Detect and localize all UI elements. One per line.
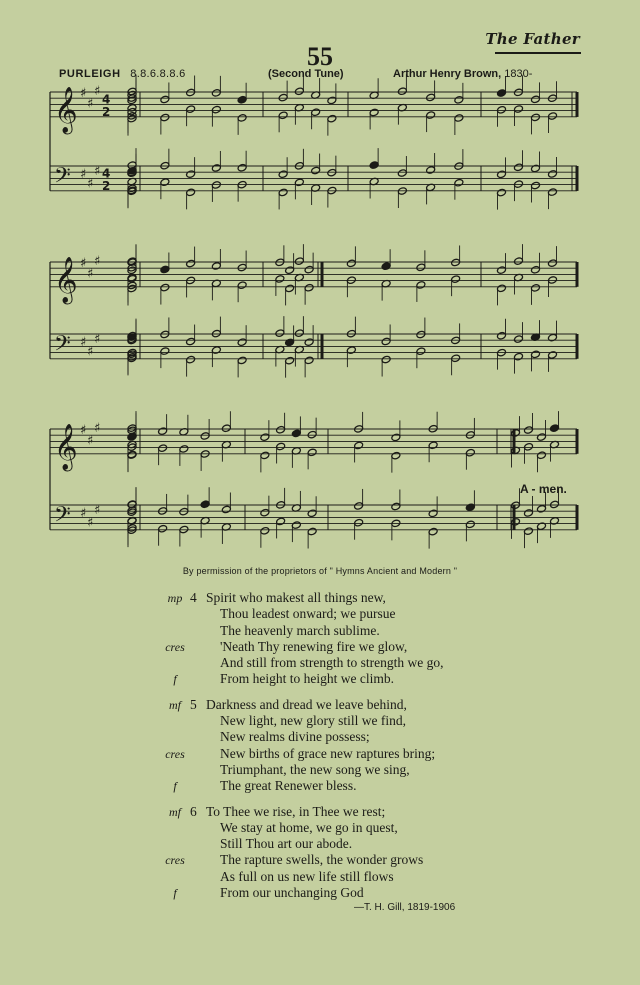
bass-note (221, 505, 231, 514)
stanza-6 (0, 804, 640, 902)
treble-note (276, 426, 286, 435)
bass-note (531, 350, 541, 359)
bass-note (548, 188, 558, 197)
dynamic-marking: cres (165, 746, 185, 761)
treble-note (416, 263, 426, 272)
time-signature: 4 (102, 92, 111, 107)
verse-text: From our unchanging God (220, 885, 364, 901)
treble-note (451, 258, 461, 267)
stanza-4 (0, 590, 640, 688)
bass-note (160, 178, 170, 187)
verse-text: New realms divine possess; (220, 729, 370, 745)
bass-note (311, 166, 321, 175)
treble-note (531, 113, 541, 122)
treble-note (497, 89, 507, 98)
bass-note (278, 188, 288, 197)
verse-line (0, 606, 640, 622)
bass-note (294, 329, 304, 338)
verse-text: As full on us new life still flows (220, 868, 394, 884)
bass-note (260, 527, 270, 536)
bass-note (514, 163, 524, 172)
verse-text: Darkness and dread we leave behind, (206, 696, 407, 712)
treble-note (524, 426, 534, 435)
bass-note (524, 527, 534, 536)
bass-note (537, 505, 547, 514)
tune-note: (Second Tune) (268, 68, 344, 80)
bass-clef: 𝄢 (54, 331, 71, 362)
treble-note (127, 450, 137, 459)
dynamic-marking: mf (169, 804, 181, 819)
stanza-number: 4 (190, 590, 197, 605)
verse-text: Still Thou art our abode. (220, 836, 353, 852)
bass-note (278, 170, 288, 179)
treble-note (451, 275, 461, 284)
treble-note (537, 433, 547, 442)
bass-note (294, 178, 304, 187)
treble-note (454, 114, 464, 123)
verse-line (0, 639, 640, 655)
bass-note (307, 509, 317, 518)
bass-note (327, 168, 337, 177)
treble-note (237, 114, 247, 123)
bass-note (454, 178, 464, 187)
treble-note (160, 113, 170, 122)
bass-note (548, 351, 558, 360)
bass-note (428, 527, 438, 536)
composer-year: 1830- (504, 68, 533, 80)
stanza-number: 5 (190, 696, 197, 712)
dynamic-marking: mp (167, 591, 183, 605)
treble-note (294, 257, 304, 266)
treble-note (550, 424, 560, 433)
bass-note (211, 346, 221, 355)
bass-note (291, 521, 301, 530)
treble-note (221, 424, 231, 433)
sharp-sign: ♯ (80, 167, 87, 183)
verse-text: The rapture swells, the wonder grows (220, 852, 424, 868)
bass-note (416, 330, 426, 339)
treble-note (354, 441, 364, 450)
sharp-sign: ♯ (80, 256, 87, 271)
treble-note (381, 262, 391, 271)
treble-note (454, 96, 464, 105)
bass-note (514, 335, 524, 344)
treble-note (391, 451, 401, 460)
bass-note (451, 354, 461, 363)
treble-note (497, 266, 507, 275)
composer-name: Arthur Henry Brown, (393, 68, 502, 80)
verse-text: The heavenly march sublime. (220, 622, 380, 638)
amen-lyric: A - men. (520, 482, 567, 496)
treble-note (304, 283, 314, 292)
bass-note (304, 356, 314, 365)
verse-line (0, 885, 640, 901)
treble-note (548, 276, 558, 285)
sharp-sign: ♯ (87, 344, 94, 360)
verse-line (0, 623, 640, 639)
treble-note (276, 442, 286, 451)
bass-note (416, 347, 426, 356)
bass-note (260, 508, 270, 517)
treble-note (237, 95, 247, 104)
sharp-sign: ♯ (87, 266, 94, 282)
dynamic-marking: cres (165, 639, 185, 654)
verse-line (0, 697, 640, 713)
treble-note (397, 87, 407, 96)
treble-note (211, 262, 221, 271)
bass-note (465, 503, 475, 512)
verse-line (0, 746, 640, 762)
tune-name: PURLEIGH (59, 68, 121, 80)
treble-note (524, 443, 534, 452)
verse-text: The great Renewer bless. (220, 778, 357, 794)
sharp-sign: ♯ (87, 515, 94, 531)
treble-note (531, 95, 541, 104)
treble-note (465, 448, 475, 457)
bass-clef: 𝄢 (54, 163, 71, 194)
treble-note (260, 451, 270, 460)
bass-note (369, 161, 379, 170)
treble-note (275, 275, 285, 284)
bass-note (186, 170, 196, 179)
treble-note (237, 263, 247, 272)
treble-note (531, 284, 541, 293)
bass-note (276, 517, 286, 526)
dynamic-marking: f (173, 672, 177, 687)
bass-note (391, 502, 401, 511)
treble-note (369, 108, 379, 117)
dynamic-marking: f (173, 779, 177, 794)
treble-note (186, 259, 196, 268)
verse-line (0, 762, 640, 778)
sharp-sign: ♯ (87, 433, 94, 449)
verse-line (0, 713, 640, 729)
verse-text: Thou leadest onward; we pursue (220, 606, 396, 622)
permission-note: By permission of the proprietors of " Hymns Ancient and Modern " (182, 566, 458, 576)
author-attribution: —T. H. Gill, 1819-1906 (354, 902, 456, 913)
bass-note (548, 170, 558, 179)
bass-note (397, 169, 407, 178)
treble-note (260, 433, 270, 442)
treble-note (158, 427, 168, 436)
verse-text: 'Neath Thy renewing fire we glow, (220, 638, 408, 654)
verse-text: From height to height we climb. (220, 671, 394, 687)
bass-note (354, 518, 364, 527)
bass-note (514, 352, 524, 361)
time-signature: 4 (102, 166, 111, 181)
treble-note (426, 111, 436, 120)
bass-note (354, 502, 364, 511)
treble-note (548, 259, 558, 268)
verse-line (0, 671, 640, 687)
treble-clef: 𝄞 (54, 423, 78, 470)
treble-note (497, 284, 507, 293)
sharp-sign: ♯ (94, 332, 101, 348)
sharp-sign: ♯ (87, 96, 94, 112)
bass-note (497, 188, 507, 197)
treble-note (428, 441, 438, 450)
tune-meter: 8.8.6.8.8.6 (130, 68, 186, 80)
treble-note (497, 106, 507, 115)
treble-note (391, 433, 401, 442)
treble-note (548, 112, 558, 121)
time-signature: 2 (102, 104, 111, 119)
treble-note (327, 114, 337, 123)
treble-note (307, 430, 317, 439)
time-signature: 2 (102, 178, 111, 193)
treble-note (158, 444, 168, 453)
stanza-5 (0, 697, 640, 795)
dynamic-marking: mf (169, 697, 181, 712)
treble-note (237, 281, 247, 290)
bass-note (237, 356, 247, 365)
bass-note (127, 500, 137, 509)
bass-note (211, 164, 221, 173)
sharp-sign: ♯ (80, 423, 87, 438)
verse-text: We stay at home, we go in quest, (220, 819, 398, 835)
dynamic-marking: cres (165, 853, 185, 868)
bass-note (381, 337, 391, 346)
bass-note (524, 509, 534, 518)
bass-note (237, 163, 247, 172)
verse-line (0, 729, 640, 745)
sharp-sign: ♯ (94, 83, 101, 99)
hymn-number: 55 (307, 42, 333, 71)
bass-note (514, 180, 524, 189)
bass-note (381, 355, 391, 364)
treble-note (186, 88, 196, 97)
treble-note (426, 93, 436, 102)
verse-line (0, 590, 640, 606)
sharp-sign: ♯ (87, 176, 94, 192)
bass-note (275, 329, 285, 338)
treble-note (285, 284, 295, 293)
verse-line (0, 836, 640, 852)
verse-text: Spirit who makest all things new, (206, 590, 386, 605)
treble-note (307, 448, 317, 457)
treble-note (285, 266, 295, 275)
treble-note (416, 281, 426, 290)
verse-text: Triumphant, the new song we sing, (220, 761, 410, 777)
bass-note (307, 527, 317, 536)
bass-note (531, 164, 541, 173)
sharp-sign: ♯ (94, 420, 101, 436)
treble-note (186, 105, 196, 114)
treble-note (278, 93, 288, 102)
section-title: The Father (485, 30, 580, 48)
treble-note (531, 265, 541, 274)
verse-text: And still from strength to strength we go, (220, 655, 444, 671)
verse-line (0, 655, 640, 671)
bass-clef: 𝄢 (54, 502, 71, 533)
sharp-sign: ♯ (94, 253, 101, 269)
verses (0, 590, 640, 910)
treble-note (278, 111, 288, 120)
treble-note (311, 108, 321, 117)
bass-note (285, 356, 295, 365)
verse-text: To Thee we rise, in Thee we rest; (206, 803, 386, 819)
verse-text: New light, new glory still we find, (220, 713, 406, 729)
bass-note (497, 170, 507, 179)
sharp-sign: ♯ (80, 86, 87, 101)
treble-clef: 𝄞 (54, 86, 78, 133)
treble-clef: 𝄞 (54, 256, 78, 303)
stanza-number: 6 (190, 803, 197, 819)
sharp-sign: ♯ (80, 506, 87, 522)
treble-note (200, 432, 210, 441)
treble-note (294, 87, 304, 96)
sharp-sign: ♯ (94, 164, 101, 180)
bass-note (428, 509, 438, 518)
bass-note (346, 346, 356, 355)
treble-note (160, 283, 170, 292)
bass-note (304, 338, 314, 347)
sharp-sign: ♯ (94, 503, 101, 519)
bass-note (426, 166, 436, 175)
treble-note (327, 96, 337, 105)
bass-note (186, 188, 196, 197)
bass-note (237, 338, 247, 347)
treble-note (346, 259, 356, 268)
verse-line (0, 778, 640, 794)
sharp-sign: ♯ (80, 335, 87, 351)
treble-note (211, 89, 221, 98)
bass-note (186, 337, 196, 346)
treble-note (291, 429, 301, 438)
bass-note (160, 347, 170, 356)
treble-note (179, 445, 189, 454)
verse-line (0, 804, 640, 820)
bass-note (497, 331, 507, 340)
bass-note (465, 520, 475, 529)
treble-note (211, 105, 221, 114)
bass-note (285, 338, 295, 347)
treble-note (537, 451, 547, 460)
bass-note (200, 500, 210, 509)
treble-note (160, 265, 170, 274)
dynamic-marking: f (173, 886, 177, 901)
verse-line (0, 869, 640, 885)
bass-note (158, 524, 168, 533)
verse-text: New births of grace new raptures bring; (220, 745, 436, 761)
verse-line (0, 820, 640, 836)
treble-note (304, 265, 314, 274)
treble-note (160, 95, 170, 104)
treble-note (514, 105, 524, 114)
bass-note (550, 500, 560, 509)
treble-note (514, 257, 524, 266)
bass-note (186, 355, 196, 364)
bass-note (531, 181, 541, 190)
verse-line (0, 852, 640, 868)
